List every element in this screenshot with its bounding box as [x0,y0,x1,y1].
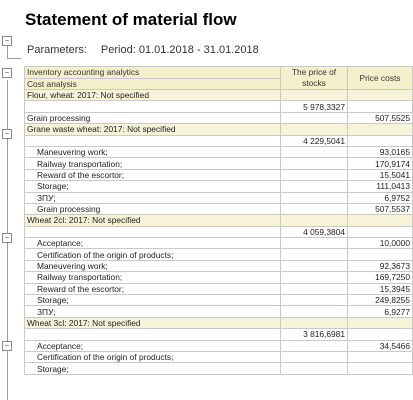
cost-price-cell[interactable]: 507,5537 [348,203,413,214]
row-label[interactable]: Storage; [25,363,281,374]
row-label[interactable]: Maneuvering work; [25,146,281,157]
stock-price-cell[interactable] [281,283,348,294]
cost-price-cell[interactable] [348,317,413,328]
header-price-costs: Price costs [348,67,413,90]
stock-price-cell[interactable] [281,158,348,169]
group-row[interactable] [25,124,413,135]
stock-price-cell[interactable] [281,260,348,271]
table-row[interactable] [25,329,413,340]
stock-price-cell[interactable] [281,181,348,192]
table-row[interactable] [25,203,413,214]
collapse-group-toggle[interactable]: − [2,233,12,243]
cost-price-cell[interactable]: 92,3673 [348,260,413,271]
table-row[interactable] [25,295,413,306]
header-row [25,67,413,79]
stock-price-cell[interactable] [281,203,348,214]
stock-price-cell[interactable]: 4 059,3804 [281,226,348,237]
cost-price-cell[interactable] [348,90,413,101]
table-row[interactable] [25,101,413,112]
header-inventory-analytics: Inventory accounting analytics [25,67,281,79]
stock-price-cell[interactable] [281,363,348,374]
row-label[interactable]: Railway transportation; [25,272,281,283]
cost-price-cell[interactable]: 15,5041 [348,169,413,180]
cost-price-cell[interactable] [348,329,413,340]
row-label[interactable]: Flour, wheat: 2017: Not specified [25,90,281,101]
cost-price-cell[interactable]: 6,9277 [348,306,413,317]
parameters-line [27,44,259,56]
table-row[interactable] [25,260,413,271]
material-flow-table [24,66,413,375]
row-label[interactable] [25,226,281,237]
stock-price-cell[interactable] [281,272,348,283]
stock-price-cell[interactable] [281,112,348,123]
stock-price-cell[interactable] [281,192,348,203]
collapse-parameters-toggle[interactable]: − [2,36,12,46]
row-label[interactable]: Acceptance; [25,340,281,351]
row-label[interactable]: ЗПУ; [25,306,281,317]
table-row[interactable] [25,181,413,192]
stock-price-cell[interactable] [281,340,348,351]
cost-price-cell[interactable]: 10,0000 [348,238,413,249]
table-row[interactable] [25,340,413,351]
stock-price-cell[interactable] [281,169,348,180]
row-label[interactable] [25,101,281,112]
table-row[interactable] [25,226,413,237]
report-title: Statement of material flow [25,10,237,29]
row-label[interactable]: Grain processing [25,203,281,214]
group-row[interactable] [25,90,413,101]
stock-price-cell[interactable] [281,317,348,328]
stock-price-cell[interactable] [281,90,348,101]
group-row[interactable] [25,317,413,328]
cost-price-cell[interactable]: 249,8255 [348,295,413,306]
cost-price-cell[interactable] [348,215,413,226]
row-label[interactable]: Storage; [25,181,281,192]
collapse-group-toggle[interactable]: − [2,129,12,139]
row-label[interactable]: Grane waste wheat: 2017: Not specified [25,124,281,135]
row-label[interactable]: Certification of the origin of products; [25,351,281,362]
header-cost-analysis: Cost analysis [25,78,281,90]
outline-line-params-foot [7,58,21,59]
cost-price-cell[interactable] [348,124,413,135]
row-label[interactable]: Reward of the escortor; [25,283,281,294]
row-label[interactable]: Wheat 2cl: 2017: Not specified [25,215,281,226]
collapse-table-toggle[interactable]: − [2,68,12,78]
stock-price-cell[interactable] [281,146,348,157]
stock-price-cell[interactable] [281,306,348,317]
cost-price-cell[interactable] [348,249,413,260]
cost-price-cell[interactable]: 170,9174 [348,158,413,169]
cost-price-cell[interactable]: 169,7250 [348,272,413,283]
collapse-group-toggle[interactable]: − [2,341,12,351]
stock-price-cell[interactable] [281,351,348,362]
row-label[interactable]: Reward of the escortor; [25,169,281,180]
row-label[interactable]: Maneuvering work; [25,260,281,271]
row-label[interactable]: Acceptance; [25,238,281,249]
row-label[interactable]: Certification of the origin of products; [25,249,281,260]
table-row[interactable] [25,238,413,249]
cost-price-cell[interactable] [348,226,413,237]
cost-price-cell[interactable] [348,363,413,374]
row-label[interactable] [25,329,281,340]
table-row[interactable] [25,146,413,157]
table-row[interactable] [25,249,413,260]
cost-price-cell[interactable]: 93,0165 [348,146,413,157]
stock-price-cell[interactable]: 5 978,3327 [281,101,348,112]
table-row[interactable] [25,363,413,374]
parameters-label: Parameters: [27,44,87,56]
table-row[interactable] [25,158,413,169]
group-row[interactable] [25,215,413,226]
cost-price-cell[interactable]: 15,3945 [348,283,413,294]
row-label[interactable]: Wheat 3cl: 2017: Not specified [25,317,281,328]
row-label[interactable]: Railway transportation; [25,158,281,169]
stock-price-cell[interactable] [281,249,348,260]
row-label[interactable]: Storage; [25,295,281,306]
row-label[interactable] [25,135,281,146]
table-row[interactable] [25,272,413,283]
table-row[interactable] [25,112,413,123]
stock-price-cell[interactable]: 3 816,6981 [281,329,348,340]
row-label[interactable]: Grain processing [25,112,281,123]
stock-price-cell[interactable] [281,295,348,306]
row-label[interactable]: ЗПУ; [25,192,281,203]
period-text: Period: 01.01.2018 - 31.01.2018 [100,44,259,56]
table-row[interactable] [25,351,413,362]
stock-price-cell[interactable]: 4 229,5041 [281,135,348,146]
stock-price-cell[interactable] [281,215,348,226]
cost-price-cell[interactable]: 6,9752 [348,192,413,203]
table-row[interactable] [25,306,413,317]
header-price-of-stocks: The price of stocks [281,67,348,90]
table-row[interactable] [25,283,413,294]
table-row[interactable] [25,192,413,203]
stock-price-cell[interactable] [281,238,348,249]
table-row[interactable] [25,169,413,180]
cost-price-cell[interactable]: 507,5525 [348,112,413,123]
cost-price-cell[interactable]: 34,5466 [348,340,413,351]
cost-price-cell[interactable] [348,101,413,112]
cost-price-cell[interactable]: 111,0413 [348,181,413,192]
table-row[interactable] [25,135,413,146]
cost-price-cell[interactable] [348,135,413,146]
stock-price-cell[interactable] [281,124,348,135]
cost-price-cell[interactable] [348,351,413,362]
